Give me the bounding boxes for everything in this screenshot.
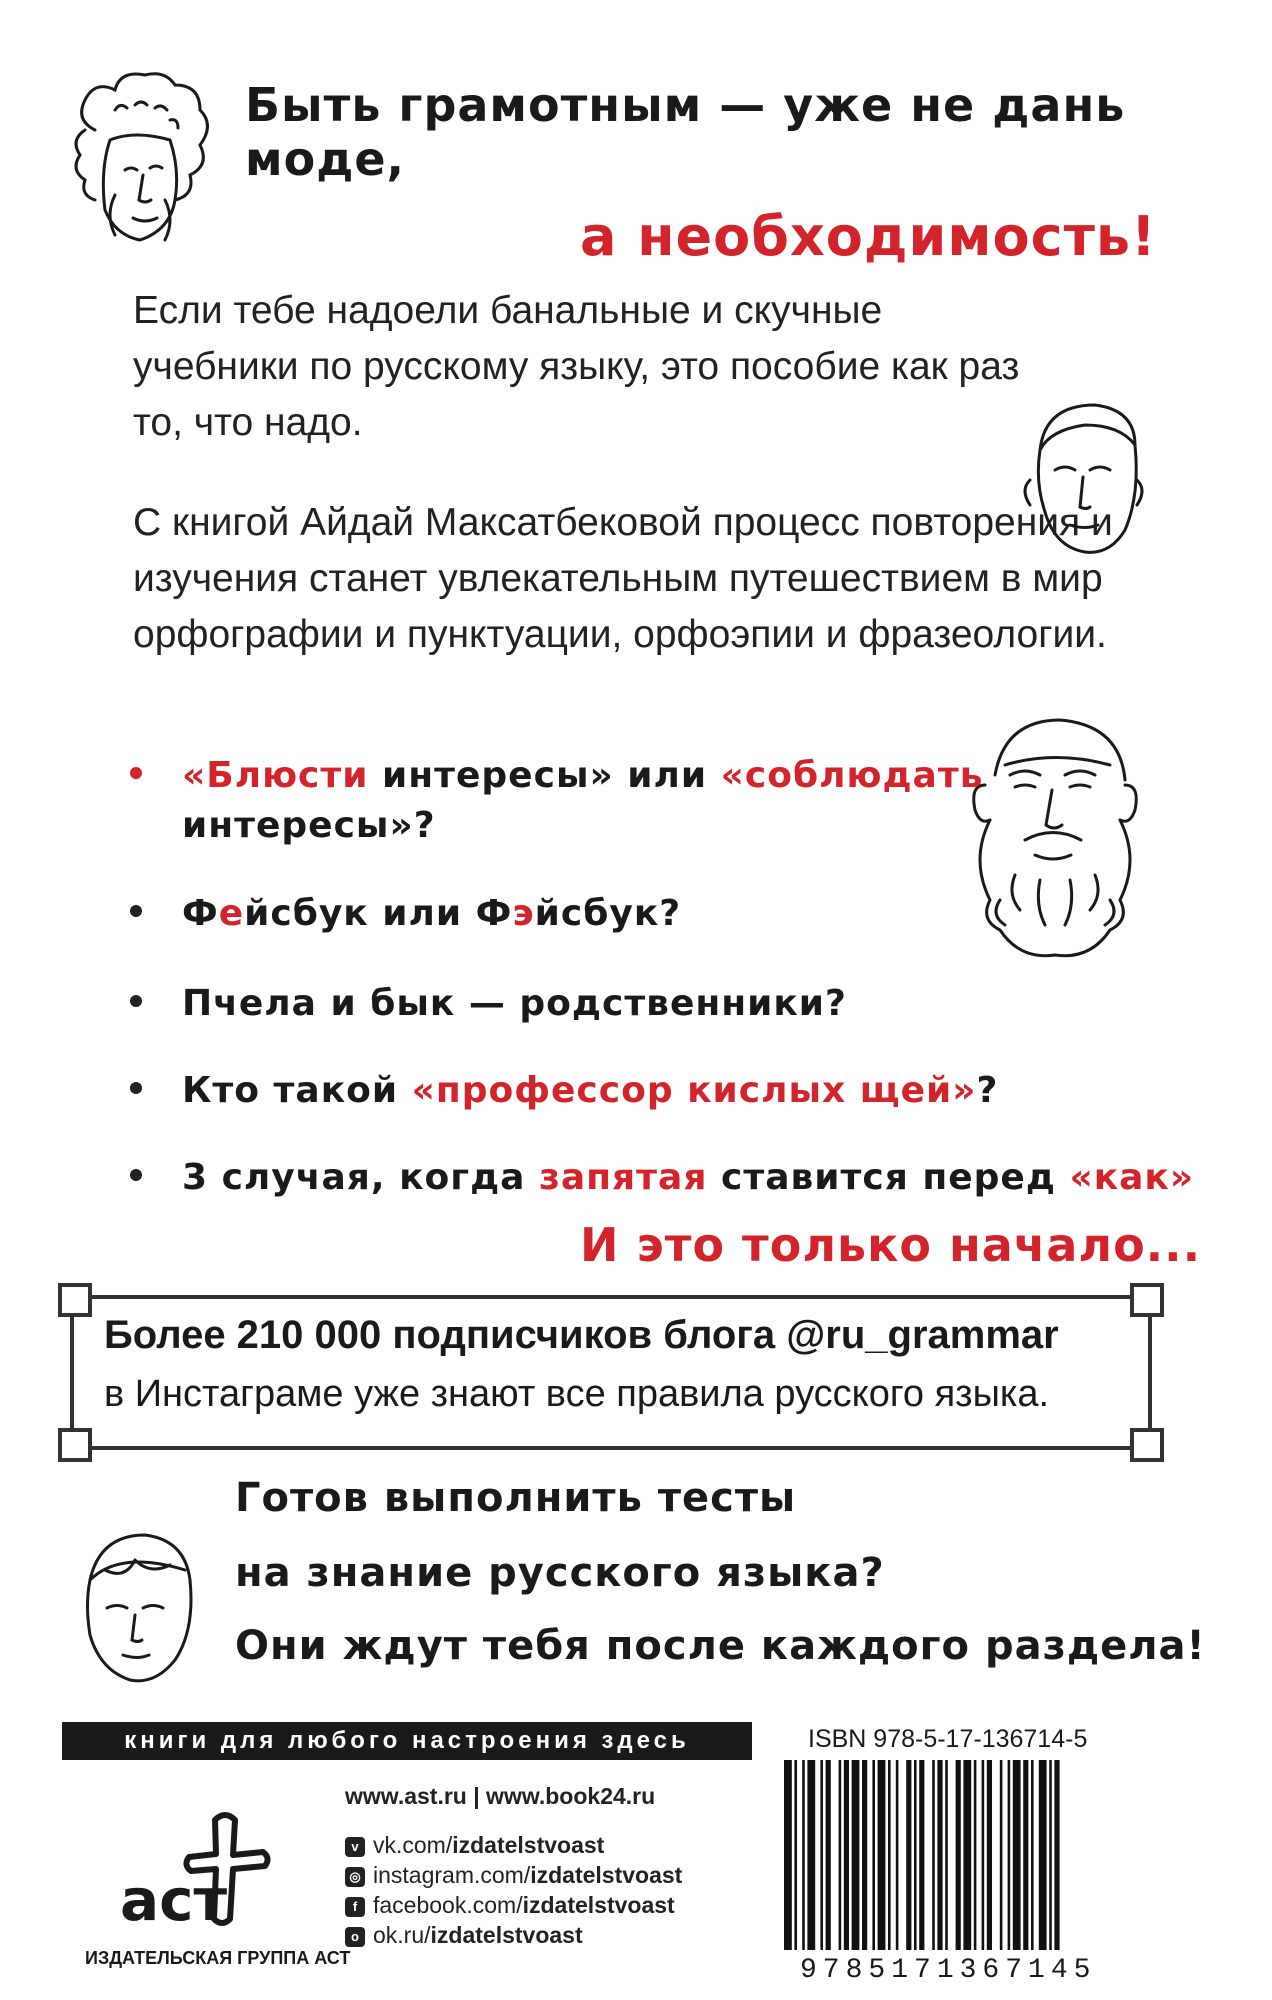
- instagram-link-prefix: instagram.com/: [373, 1862, 531, 1888]
- box-corner: [58, 1283, 92, 1317]
- facebook-icon: f: [345, 1897, 365, 1917]
- instagram-link-user: izdatelstvoast: [530, 1862, 683, 1888]
- barcode-bar: [1000, 1760, 1003, 1950]
- bullet-2-text-b: е: [218, 893, 245, 934]
- barcode-bar: [1039, 1760, 1047, 1950]
- bullet-2-text-c: йсбук или Ф: [244, 893, 513, 934]
- blog-info-box: [70, 1295, 1152, 1450]
- headline-line-1: Быть грамотным — уже не дань моде,: [245, 78, 1126, 186]
- poet-portrait-illustration: [65, 1520, 205, 1690]
- pushkin-portrait-illustration: [55, 70, 230, 265]
- tolstoy-portrait-illustration: [945, 705, 1160, 965]
- barcode-bar: [862, 1760, 867, 1950]
- teaser-text: И это только начало...: [580, 1218, 1202, 1272]
- intro-paragraph-1: Если тебе надоели банальные и скучные учебники по русскому языку, это пособие как раз то, что надо.: [133, 289, 1020, 444]
- barcode-bar: [1031, 1760, 1034, 1950]
- bullet-item-5: [130, 1157, 1194, 1198]
- instagram-icon: ◎: [345, 1867, 365, 1887]
- bullet-2-text-d: э: [512, 893, 535, 934]
- barcode-bar: [932, 1760, 935, 1950]
- instagram-link[interactable]: [345, 1862, 682, 1889]
- ast-logo: [110, 1805, 275, 1935]
- bullet-dot: [130, 1082, 142, 1094]
- bullet-4-text-a: Кто такой: [182, 1070, 412, 1111]
- box-corner: [58, 1428, 92, 1462]
- barcode-bar: [852, 1760, 860, 1950]
- barcode-bar: [888, 1760, 891, 1950]
- barcode-bar: [872, 1760, 875, 1950]
- vk-link-user: izdatelstvoast: [452, 1832, 605, 1858]
- bullet-4-text-c: ?: [976, 1070, 999, 1111]
- barcode-bar: [896, 1760, 899, 1950]
- bullet-5-text-a: 3 случая, когда: [182, 1157, 539, 1198]
- bullet-dot: [130, 905, 142, 917]
- bullet-5-text-b: запятая: [538, 1157, 708, 1198]
- blog-box-line-2: в Инстаграме уже знают все правила русского языка.: [104, 1373, 1050, 1415]
- vk-link-prefix: vk.com/: [373, 1832, 453, 1858]
- bullet-dot: [130, 767, 142, 779]
- barcode-bar: [963, 1760, 971, 1950]
- website-links[interactable]: www.ast.ru | www.book24.ru: [345, 1783, 656, 1809]
- publisher-name: ИЗДАТЕЛЬСКАЯ ГРУППА АСТ: [85, 1948, 351, 1968]
- barcode-bar: [1054, 1760, 1059, 1950]
- bullet-dot: [130, 995, 142, 1007]
- bullet-4-text-b: «профессор кислых щей»: [411, 1070, 977, 1111]
- barcode-bar: [820, 1760, 823, 1950]
- bullet-dot: [130, 1169, 142, 1181]
- bullet-item-1-line-2: интересы»?: [182, 805, 436, 846]
- bullet-item-4: [130, 1070, 998, 1111]
- bullet-1-text-d: «соблюдать: [720, 755, 984, 796]
- barcode-bar: [974, 1760, 977, 1950]
- vk-icon: v: [345, 1837, 365, 1857]
- barcode-bar: [1023, 1760, 1028, 1950]
- barcode-bar: [919, 1760, 924, 1950]
- barcode-bar: [937, 1760, 942, 1950]
- facebook-link-user: izdatelstvoast: [522, 1892, 675, 1918]
- bullet-1-text-a: «Блюсти: [182, 755, 369, 796]
- mayakovsky-portrait-illustration: [1015, 395, 1150, 565]
- box-corner: [1130, 1428, 1164, 1462]
- barcode-bar: [982, 1760, 985, 1950]
- isbn-label: ISBN 978-5-17-136714-5: [808, 1725, 1088, 1753]
- ast-logo-text: аст: [120, 1866, 228, 1934]
- bullet-3-text: Пчела и бык — родственники?: [182, 983, 847, 1024]
- barcode-bar: [945, 1760, 948, 1950]
- barcode-bar: [1008, 1760, 1011, 1950]
- bullet-2-text-a: Ф: [182, 893, 219, 934]
- barcode-bar: [956, 1760, 961, 1950]
- tests-line-3: Они ждут тебя после каждого раздела!: [235, 1623, 1206, 1669]
- bullet-1-text-c: или: [613, 755, 721, 796]
- intro-paragraph-2: С книгой Айдай Максатбековой процесс повторения и изучения станет увлекательным путешествием в мир орфографии и пунктуации, орфоэпии и фразеологии.: [133, 501, 1113, 656]
- bullet-5-text-d: «как»: [1069, 1157, 1195, 1198]
- barcode-bar: [844, 1760, 849, 1950]
- barcode-bar: [807, 1760, 815, 1950]
- slogan-bar: книги для любого настроения здесь: [62, 1722, 752, 1760]
- barcode-bar: [1013, 1760, 1021, 1950]
- bullet-5-text-c: ставится перед: [707, 1157, 1070, 1198]
- barcode-bar: [987, 1760, 992, 1950]
- blog-box-line-1: Более 210 000 подписчиков блога @ru_grammar: [104, 1313, 1059, 1357]
- barcode-bar: [906, 1760, 911, 1950]
- barcode-bar: [802, 1760, 805, 1950]
- barcode-bar: [794, 1760, 797, 1950]
- bullet-item-2: [130, 893, 681, 934]
- barcode-bar: [839, 1760, 842, 1950]
- barcode-bar: [914, 1760, 917, 1950]
- vk-link[interactable]: [345, 1832, 604, 1859]
- tests-line-2: на знание русского языка?: [235, 1550, 885, 1596]
- bullet-item-3: [130, 983, 847, 1024]
- headline-line-2: а необходимость!: [580, 205, 1157, 268]
- barcode-bar: [1049, 1760, 1052, 1950]
- ok-link[interactable]: [345, 1922, 583, 1949]
- ok-link-prefix: ok.ru/: [373, 1922, 431, 1948]
- facebook-link[interactable]: [345, 1892, 675, 1919]
- barcode-bar: [784, 1760, 792, 1950]
- barcode: [780, 1760, 1170, 1955]
- bullet-1-text-b: интересы»: [368, 755, 614, 796]
- tests-line-1: Готов выполнить тесты: [235, 1475, 797, 1521]
- barcode-number: 9785171367145: [800, 1955, 1097, 1986]
- ok-icon: o: [345, 1927, 365, 1947]
- facebook-link-prefix: facebook.com/: [373, 1892, 523, 1918]
- barcode-bar: [878, 1760, 886, 1950]
- bullet-item-1: [130, 755, 983, 796]
- box-corner: [1130, 1283, 1164, 1317]
- bullet-2-text-e: йсбук?: [534, 893, 682, 934]
- ok-link-user: izdatelstvoast: [430, 1922, 583, 1948]
- barcode-bar: [826, 1760, 831, 1950]
